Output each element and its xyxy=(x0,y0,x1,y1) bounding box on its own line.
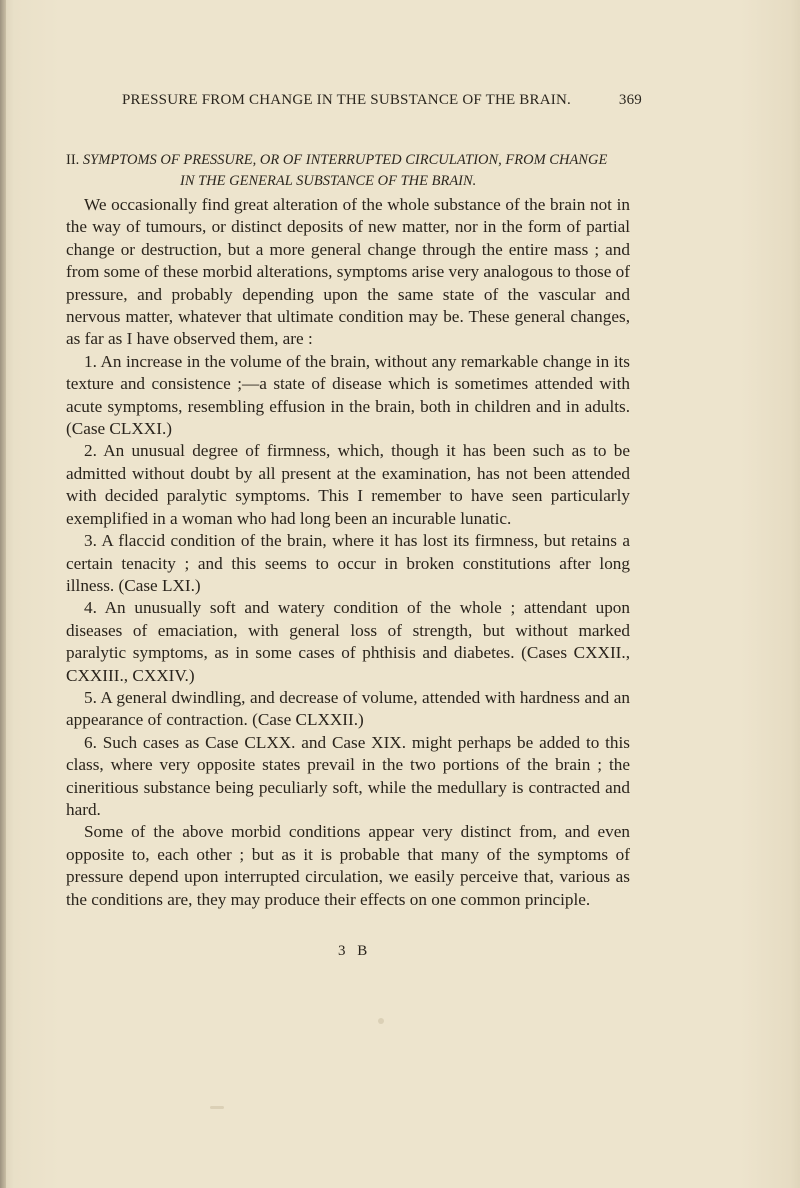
page-number: 369 xyxy=(618,92,642,108)
paragraph-item-3: 3. A flaccid condition of the brain, where it has lost its firmness, but retains a certain tenacity ; and this seems to occur in broken constitutions after long illness. (Case LXI.) xyxy=(66,531,630,595)
section-heading-text-1: SYMPTOMS OF PRESSURE, OR OF INTERRUPTED CIRCULATION, FROM CHANGE xyxy=(82,152,608,168)
binding-shadow xyxy=(0,0,6,1188)
section-heading-line-2: IN THE GENERAL SUBSTANCE OF THE BRAIN. xyxy=(180,173,477,189)
paragraph-item-4: 4. An unusually soft and watery condition of the whole ; attendant upon diseases of emaciation, with general loss of strength, but without marked paralytic symptoms, as in some cases of phthisis and diabetes. (Cases CXXII., CXXIII., CXXIV.) xyxy=(66,598,630,685)
running-head-title: PRESSURE FROM CHANGE IN THE SUBSTANCE OF THE BRAIN. xyxy=(122,92,571,108)
paragraph-conclusion: Some of the above morbid conditions appear very distinct from, and even opposite to, each other ; but as it is probable that many of the symptoms of pressure depend upon interrupted circulation, we easily perceive that, various as the conditions are, they may produce their effects on one common principle. xyxy=(66,822,630,909)
paragraph-item-6: 6. Such cases as Case CLXX. and Case XIX. might perhaps be added to this class, where very opposite states prevail in the two portions of the brain ; the cineritious substance being peculiarly soft, while the medullary is contracted and hard. xyxy=(66,732,630,819)
section-heading xyxy=(66,150,636,192)
body-text xyxy=(66,194,630,911)
paragraph-intro: We occasionally find great alteration of the whole substance of the brain not in the way of tumours, or distinct deposits of new matter, nor in the form of partial change or destruction, but a more general change through the entire mass ; and from some of these morbid alterations, symptoms arise very analogous to those of pressure, and probably depending upon the same state of the vascular and nervous matter, whatever that ultimate condition may be. These general changes, as far as I have observed them, are : xyxy=(66,195,630,349)
paragraph-item-5: 5. A general dwindling, and decrease of volume, attended with hardness and an appearance of contraction. (Case CLXXII.) xyxy=(66,687,630,730)
paper-spot xyxy=(210,1106,224,1109)
signature-mark: 3 B xyxy=(338,943,372,959)
paragraph-item-2: 2. An unusual degree of firmness, which, though it has been such as to be admitted without doubt by all present at the examination, has not been attended with decided paralytic symptoms. This I remember to have seen particularly exemplified in a woman who had long been an incurable lunatic. xyxy=(66,441,630,528)
paragraph-item-1: 1. An increase in the volume of the brain, without any remarkable change in its texture and consistence ;—a state of disease which is sometimes attended with acute symptoms, resembling effusion in the brain, both in children and in adults. (Case CLXXI.) xyxy=(66,351,630,439)
section-heading-line-1 xyxy=(66,150,636,171)
paper-spot xyxy=(378,1018,384,1024)
section-numeral: II. xyxy=(66,152,80,168)
